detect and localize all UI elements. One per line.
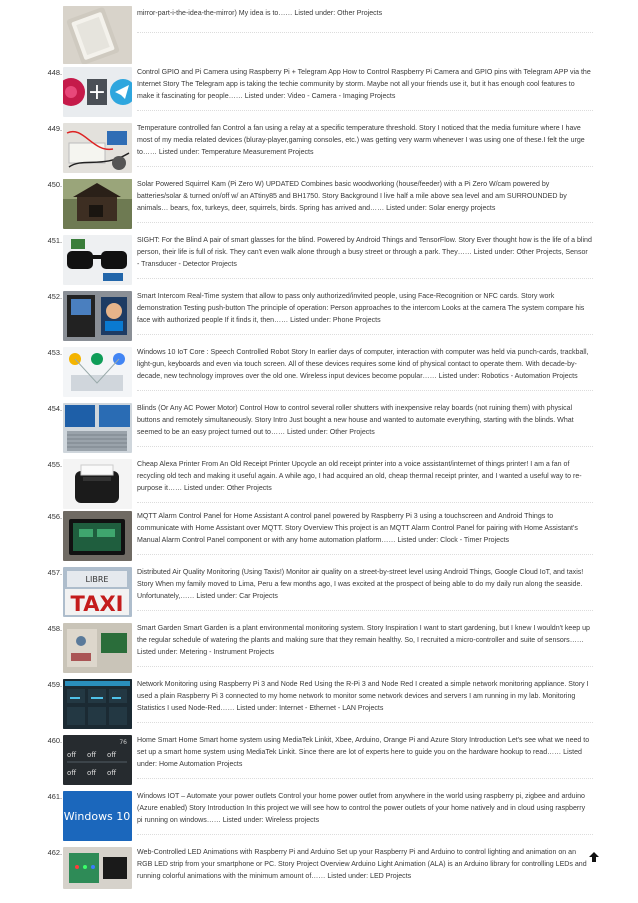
dashboard-value: off [67,769,77,777]
item-description: Smart Garden Smart Garden is a plant environmental monitoring system. Story Inspiration I want to start gardening, but I knew I wouldn't keep up the regular schedule of watering the plants and making sure that they remain healthy. So, I recruited a micro-controller and suite of sensors…… Listed under: Metering - Instrument Projects [137,625,590,657]
project-thumbnail[interactable] [63,67,132,117]
project-thumbnail[interactable] [63,403,132,453]
taxi-sign-text: TAXI [70,592,124,616]
dashboard-value: off [87,769,97,777]
item-separator [137,278,593,279]
project-thumbnail[interactable] [63,735,132,785]
plus-sign: + [87,80,107,105]
item-description: Network Monitoring using Raspberry Pi 3 and Node Red Using the R-Pi 3 and Node Red I created a simple network monitoring appliance. Story I used a plain Raspberry Pi 3 connected to my home network to monitor some network devices and servers I am running in my lab. Monitoring Statistics I used Node-Red…… Listed under: Internet - Ethernet - LAN Projects [137,681,589,713]
item-separator [137,222,593,223]
item-separator [137,390,593,391]
item-description: Home Smart Home Smart home system using MediaTek Linkit, Xbee, Arduino, Orange Pi and Azure Story Introduction Let's see what we need to set up a smart home system using MediaTek Linkit. Since there are lot of experts here to guide you on the hardware hookup to read…… Listed under: Home Automation Projects [137,737,590,769]
item-description: Solar Powered Squirrel Kam (Pi Zero W) UPDATED Combines basic woodworking (house/feeder) with a Pi Zero W/cam powered by batteries/solar & turned on/off w/ an ATtiny85 and BH1750. Story Background I live half a mile above sea level and am SURROUNDED by animals… bears, fox, turkeys, deer, squirrels, birds. Spring has arrived and…… Listed under: Solar energy projects [137,181,567,213]
item-description: Windows 10 IoT Core : Speech Controlled Robot Story In earlier days of computer, interaction with computer was held via punch-cards, trackball, light-gun, keyboards and even via touch screen. All of these devices requires some kind of physical contact to operate them. With decade-by-decade, new technology improves over the old one. Wireless input devices become popular…… Listed under: Robotics - Automation Projects [137,349,589,381]
item-number: 461. [47,792,62,801]
project-thumbnail[interactable] [63,847,132,889]
item-separator [137,666,593,667]
project-thumbnail[interactable] [63,679,132,729]
project-thumbnail[interactable] [63,235,132,285]
taxi-libre-label: LIBRE [85,575,109,584]
item-number: 456. [47,512,62,521]
item-separator [137,722,593,723]
item-description: Temperature controlled fan Control a fan using a relay at a specific temperature threshold. Story I noticed that the media furniture where I have most of my media related devices (bluray-player,gaming consoles, etc.) was getting very warm whenever I was using one of these.I felt the urge to…… Listed under: Temperature Measurement Projects [137,125,585,157]
project-thumbnail[interactable] [63,291,132,341]
item-description: SIGHT: For the Blind A pair of smart glasses for the blind. Powered by Android Things and TensorFlow. Story Ever thought how is the life of a blind person, their life is full of risk. They can't even walk alone through a busy street or through a park. They…… Listed under: Other Projects, Sensor - Transducer - Detector Projects [137,237,592,269]
project-thumbnail[interactable] [63,123,132,173]
item-separator [137,778,593,779]
windows-banner-text: Windows 10 [63,810,131,823]
item-number: 458. [47,624,62,633]
project-thumbnail[interactable] [63,511,132,561]
item-number: 452. [47,292,62,301]
item-separator [137,502,593,503]
item-number: 448. [47,68,62,77]
item-description: MQTT Alarm Control Panel for Home Assistant A control panel powered by Raspberry Pi 3 using a touchscreen and Android Things to communicate with Home Assistant over MQTT. Story Overview This project is an MQTT Alarm Control Panel for pairing with Home Assistant's Manual Alarm Control Panel component or with any home automation platform…… Listed under: Clock - Timer Projects [137,513,578,545]
item-number: 453. [47,348,62,357]
project-thumbnail[interactable] [63,6,132,64]
item-separator [137,166,593,167]
item-description: Distributed Air Quality Monitoring (Using Taxis!) Monitor air quality on a street-by-street level using Android Things, Google Cloud IoT, and taxis! Story When my family moved to Lima, Peru a few months ago, I was excited at the prospect of being able to do my daily run along the seaside. Unfortunately,…… Listed under: Car Projects [137,569,584,601]
project-thumbnail[interactable] [63,791,132,841]
project-thumbnail[interactable] [63,623,132,673]
item-separator [137,446,593,447]
item-number: 455. [47,460,62,469]
item-separator [137,334,593,335]
item-description: Control GPIO and Pi Camera using Raspberry Pi + Telegram App How to Control Raspberry Pi Camera and GPIO pins with Telegram APP via the Internet Story The Telegram app is taking the techie community by storm. Maybe not all your friends use it, but it has enough cool features to make it fascinating for people…… Listed under: Video - Camera - Imaging Projects [137,69,591,101]
item-description: Blinds (Or Any AC Power Motor) Control How to control several roller shutters with inexpensive relay boards (not ruining them) with physical buttons and remotely simultaneously. Story Intro Just bought a new house and wanted to automate everything, starting with the blinds. What seemed to be an easy project turned out to…… Listed under: Other Projects [137,405,574,437]
item-description: mirror-part-i-the-idea-the-mirror) My idea is to…… Listed under: Other Projects [137,10,383,17]
item-separator [137,110,593,111]
item-number: 449. [47,124,62,133]
item-number: 460. [47,736,62,745]
item-number: 459. [47,680,62,689]
item-separator [137,610,593,611]
item-separator [137,32,593,33]
item-description: Smart Intercom Real-Time system that allow to pass only authorized/invited people, using Face-Recognition or NFC cards. Story work demonstration Testing push-button The principle of operation: Person approaches to the intercom Looks at the camera The system compare his face with authorized people If it finds it, then…… Listed under: Phone Projects [137,293,585,325]
item-number: 457. [47,568,62,577]
project-thumbnail[interactable] [63,347,132,397]
scroll-to-top-icon[interactable] [588,851,600,863]
dashboard-value: off [67,751,77,759]
project-thumbnail[interactable] [63,459,132,509]
item-description: Web-Controlled LED Animations with Raspberry Pi and Arduino Set up your Raspberry Pi and Arduino to control lighting and animation on an RGB LED strip from your smartphone or PC. Story Project Overview Arduino Light Animation (ALA) is an Arduino library for controlling LEDs and running colorful animations with the minimum amount of…… Listed under: LED Projects [137,849,587,881]
item-number: 451. [47,236,62,245]
dashboard-value: off [107,769,117,777]
project-thumbnail[interactable] [63,567,132,617]
item-description: Windows IOT – Automate your power outlets Control your home power outlet from anywhere in the world using raspberry pi, zigbee and arduino (Azure enabled) Story Introduction In this project we will see how to control the power outlets of your home natively and in cloud using raspberry pi running on windows…… Listed under: Wireless projects [137,793,586,825]
dashboard-value: off [87,751,97,759]
item-description: Cheap Alexa Printer From An Old Receipt Printer Upcycle an old receipt printer into a voice assistant/internet of things printer! I am a fan of recycling old tech and making it useful again. A while ago, I had acquired an old, cheap thermal receipt printer, and I wanted a useful way to re-purpose it…… Listed under: Other Projects [137,461,582,493]
dashboard-value: off [107,751,117,759]
item-number: 450. [47,180,62,189]
item-number: 454. [47,404,62,413]
item-separator [137,834,593,835]
item-number: 462. [47,848,62,857]
item-separator [137,554,593,555]
project-thumbnail[interactable] [63,179,132,229]
dashboard-number: 76 [119,739,127,746]
